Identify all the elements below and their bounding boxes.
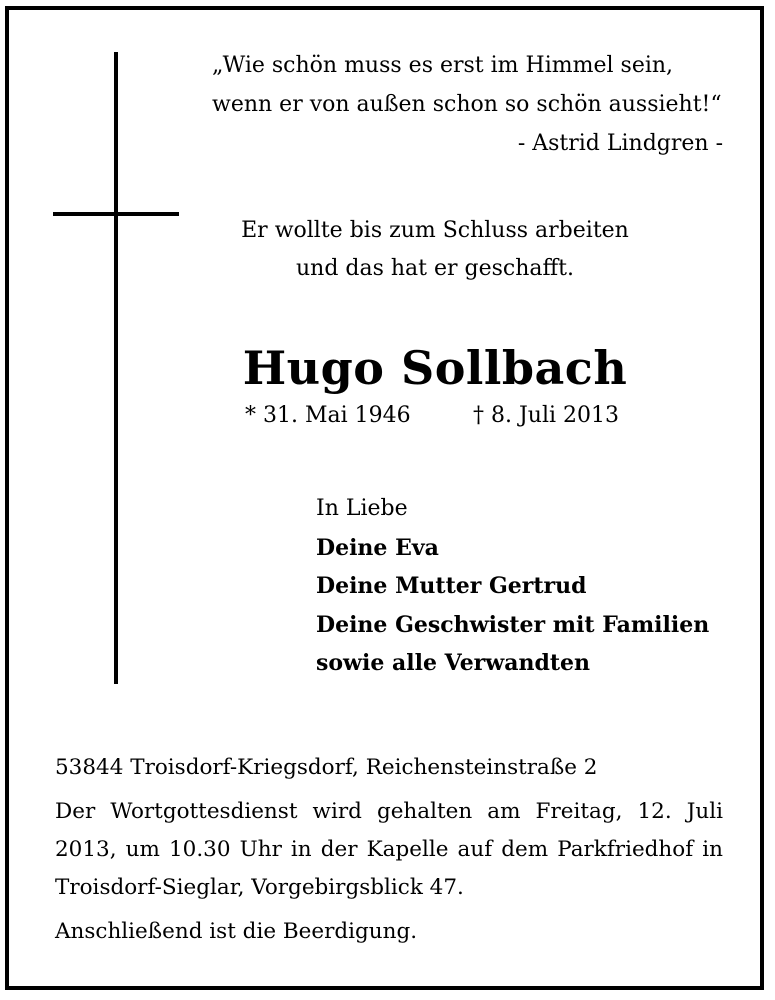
quote-line-2: wenn er von außen schon so schön aussieht!“ [212,92,722,117]
info-block [55,749,723,951]
service-details: Der Wortgottesdienst wird gehalten am Freitag, 12. Juli 2013, um 10.30 Uhr in der Kapelle auf dem Parkfriedhof in Troisdorf-Sieglar, Vorgebirgsblick 47. [55,799,723,900]
quote-line-1: „Wie schön muss es erst im Himmel sein, [212,53,674,78]
mourners-block [316,490,709,683]
mourner-name: sowie alle Verwandten [316,650,591,676]
burial-note: Anschließend ist die Beerdigung. [55,919,418,944]
cross-icon-bar [53,212,179,216]
mourners-intro: In Liebe [316,496,408,521]
death-date: † 8. Juli 2013 [473,403,620,428]
birth-date: * 31. Mai 1946 [245,403,411,428]
mourner-name: Deine Eva [316,534,439,561]
family-address: 53844 Troisdorf-Kriegsdorf, Reichensteinstraße 2 [55,755,598,780]
life-dates [245,400,620,432]
motto-line-1: Er wollte bis zum Schluss arbeiten [241,218,629,243]
mourner-name: Deine Mutter Gertrud [316,573,587,599]
quote-block [195,46,723,163]
quote-author: - Astrid Lindgren - [517,131,723,156]
motto-block [180,212,690,288]
cross-icon [114,52,118,684]
mourner-name: Deine Geschwister mit Familien [316,611,710,638]
motto-line-2: und das hat er geschafft. [295,256,574,281]
deceased-name: Hugo Sollbach [242,341,628,395]
